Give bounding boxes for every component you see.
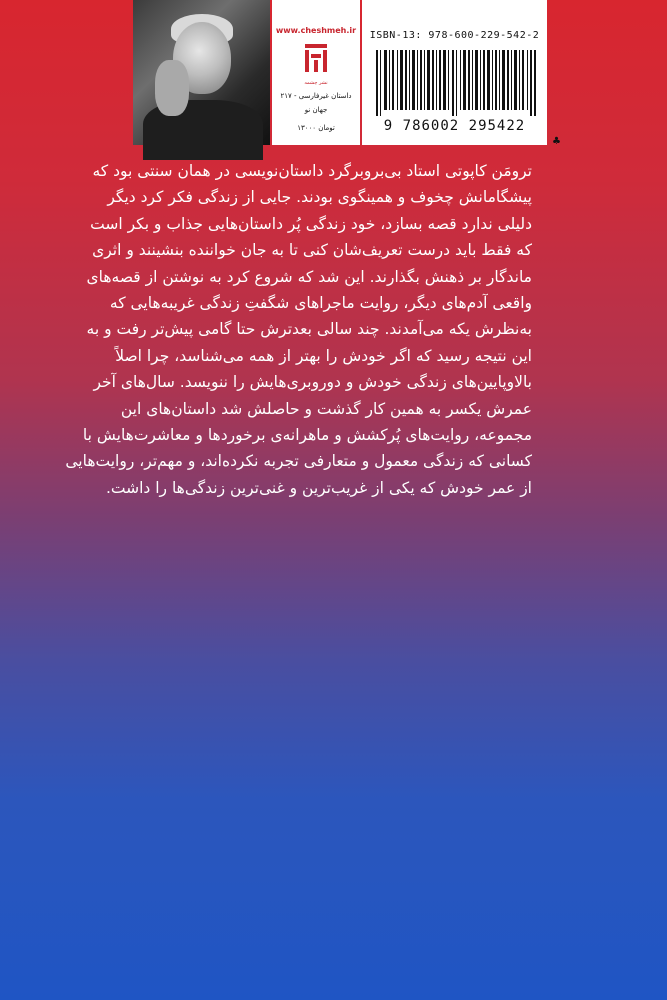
blurb-line: مجموعه، روایت‌های پُرکشش و ماهرانه‌ی برخوردها و معاشرت‌هایش با — [82, 426, 532, 445]
blurb-line: بالاوپایین‌های زندگی خودش و دوروبری‌هایش را ننویسد. سال‌های آخر — [93, 373, 532, 392]
blurb-line: عمرش یکسر به همین کار گذشت و حاصلش شد داستان‌های این — [120, 399, 532, 418]
publisher-name: نشر چشمه — [304, 80, 328, 86]
blurb-line: از عمر خودش که یکی از غریب‌ترین و غنی‌ترین زندگی‌ها را داشت. — [105, 478, 532, 497]
subseries-label: جهان نو — [304, 106, 328, 114]
isbn-label: ISBN-13: 978-600-229-542-2 — [369, 30, 540, 41]
blurb-line: که فقط باید درست تعریف‌شان کنی تا به جان خواننده بنشینند و اثری — [92, 241, 532, 260]
publisher-panel — [272, 0, 360, 145]
publisher-logo-icon — [301, 40, 331, 78]
blurb-line: ماندگار بر ذهنش بگذارند. این شد که شروع کرد به نوشتن از قصه‌های — [86, 267, 532, 286]
barcode-digits: 9 786002 295422 — [383, 118, 526, 134]
blurb-line: دلیلی ندارد قصه بسازد، خود زندگی پُر داستان‌هایی جذاب و بکر است — [90, 214, 532, 233]
back-cover-blurb — [65, 158, 532, 501]
blurb-line: پیشگامانش چخوف و همینگوی بودند. جایی از زندگی فکر کرد دیگر — [107, 188, 532, 207]
publisher-url: www.cheshmeh.ir — [275, 26, 357, 35]
price-label: ۱۳۰۰۰ تومان — [297, 124, 335, 132]
barcode-icon — [376, 50, 536, 116]
blurb-line: به‌نظرش یکه می‌آمدند. چند سالی بعدترش حتا گامی پیش‌تر رفت و به — [86, 320, 532, 339]
blurb-line: این نتیجه رسید که اگر خودش را بهتر از همه می‌شناسد، چرا اصلاً — [115, 346, 532, 365]
author-hand — [155, 60, 189, 116]
barcode-panel — [362, 0, 547, 145]
blurb-line: واقعی آدم‌های دیگر، روایت ماجراهای شگفتِ زندگی غریبه‌هایی که — [109, 294, 532, 313]
blurb-line: کسانی که زندگی معمول و متعارفی تجربه نکرده‌اند، و مهم‌تر، روایت‌هایی — [65, 452, 532, 471]
series-label: داستان غیرفارسی - ۲۱۷ — [280, 92, 352, 100]
author-photo — [133, 0, 270, 145]
club-icon: ♣ — [552, 136, 561, 147]
blurb-line: ترومَن کاپوتی استاد بی‌بروبرگرد داستان‌نویسی در همان سنتی بود که — [92, 162, 532, 180]
